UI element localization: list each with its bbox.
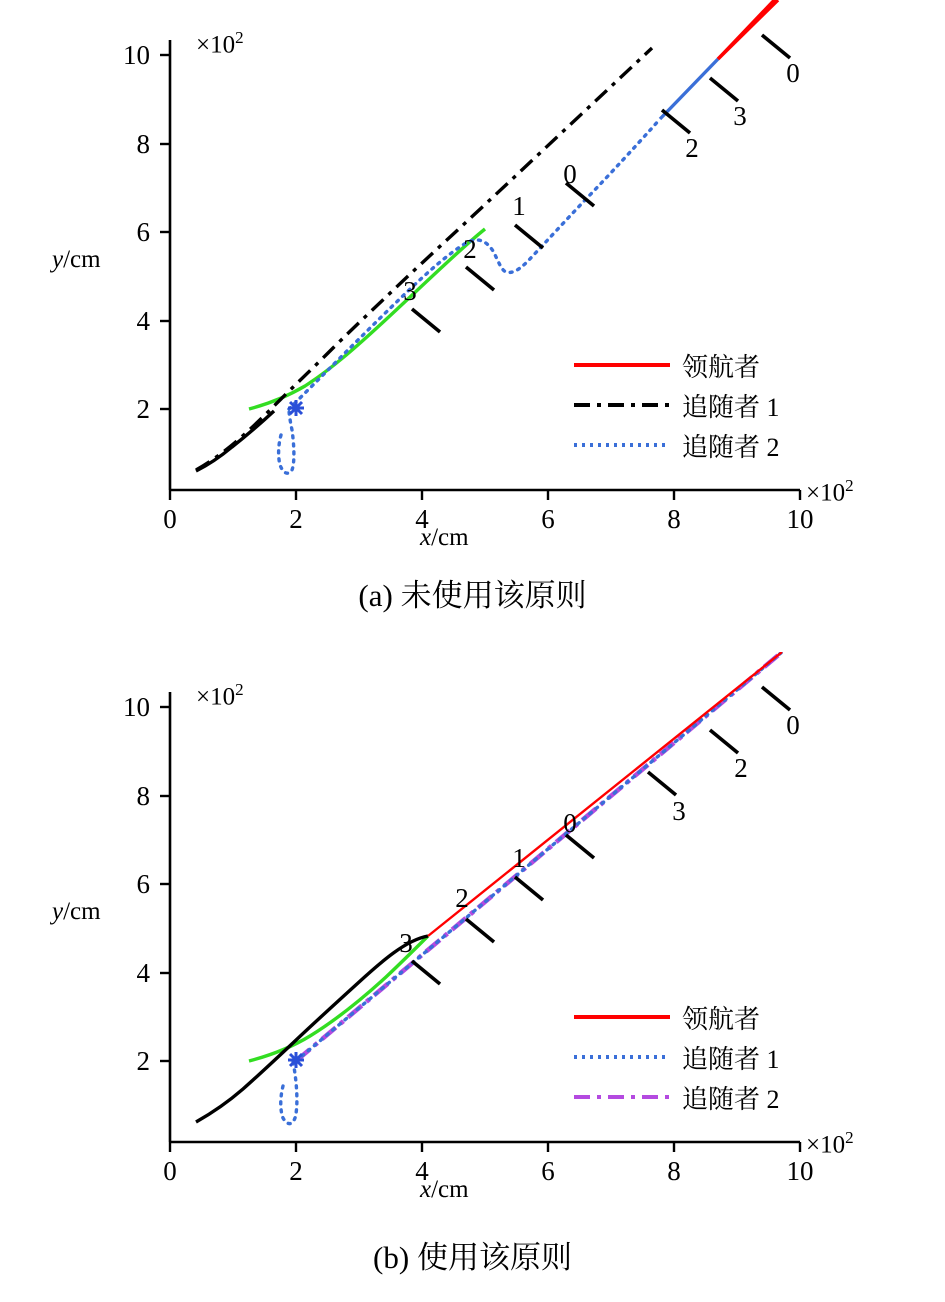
legend-label: 领航者	[682, 1004, 761, 1034]
legend-label: 领航者	[682, 352, 761, 382]
obstacle-label: 2	[685, 133, 699, 163]
obstacle-label: 3	[399, 928, 413, 958]
plot-area-a	[0, 0, 945, 560]
start-marker-b	[288, 1052, 304, 1068]
svg-text:2: 2	[136, 394, 150, 424]
legend-item-follower2	[574, 425, 780, 465]
svg-text:0: 0	[163, 1156, 177, 1186]
plot-svg-b	[0, 652, 945, 1212]
x-axis-label-symbol: x	[420, 524, 432, 551]
legend-item-follower1	[574, 1037, 780, 1077]
legend-item-follower2	[574, 1077, 780, 1117]
plot-area-b	[0, 652, 945, 1212]
y-ticks-b	[160, 707, 170, 1061]
x-tick-labels-a	[163, 504, 813, 534]
obstacle-label: 3	[672, 796, 686, 826]
x-ticks-b	[170, 1142, 800, 1152]
plot-svg-a	[0, 0, 945, 560]
x-axis-label-b	[420, 1176, 469, 1204]
svg-text:6: 6	[136, 217, 150, 247]
y-exponent-text: ×10	[196, 683, 236, 711]
y-axis-label-b	[52, 898, 101, 926]
svg-text:4: 4	[136, 958, 150, 988]
legend-item-follower1	[574, 385, 780, 425]
y-axis-label-a	[52, 246, 101, 274]
y-exponent-sup: 2	[235, 680, 244, 699]
caption-b: (b) 使用该原则	[373, 1240, 572, 1275]
svg-text:0: 0	[163, 504, 177, 534]
svg-text:10: 10	[786, 1156, 814, 1186]
obstacle-label: 2	[463, 234, 477, 264]
obstacle-label: 2	[455, 883, 469, 913]
start-marker-a	[288, 400, 304, 416]
y-axis-label-unit: /cm	[63, 246, 101, 273]
x-ticks-a	[170, 490, 800, 500]
x-axis-label-unit: /cm	[431, 524, 469, 551]
y-exponent-b	[196, 680, 244, 711]
series-leader-b	[428, 652, 782, 936]
y-axis-label-unit: /cm	[63, 898, 101, 925]
svg-text:2: 2	[289, 504, 303, 534]
y-exponent-text: ×10	[196, 31, 236, 59]
caption-a: (a) 未使用该原则	[358, 578, 587, 613]
x-exponent-sup: 2	[845, 1128, 854, 1147]
svg-text:4: 4	[136, 306, 150, 336]
svg-text:6: 6	[136, 869, 150, 899]
series-follower2-a	[279, 409, 294, 473]
obstacle-label: 1	[512, 191, 526, 221]
series-follower2-a-top	[660, 59, 718, 119]
legend-label: 追随者 2	[682, 1084, 780, 1114]
svg-text:10: 10	[123, 40, 150, 70]
y-exponent-a	[196, 28, 244, 59]
y-exponent-sup: 2	[235, 28, 244, 47]
series-black-b	[196, 936, 428, 1122]
obstacle-label: 0	[563, 808, 577, 838]
svg-text:6: 6	[541, 1156, 555, 1186]
obstacle-label: 3	[403, 276, 417, 306]
obstacle-label: 0	[786, 58, 800, 88]
x-axis-label-symbol: x	[420, 1176, 432, 1203]
x-exponent-b	[806, 1128, 854, 1159]
y-tick-labels-a	[123, 40, 151, 424]
y-axis-label-symbol: y	[52, 898, 64, 925]
legend-a	[574, 345, 780, 465]
svg-text:8: 8	[667, 1156, 681, 1186]
svg-text:8: 8	[136, 129, 150, 159]
legend-b	[574, 997, 780, 1117]
y-axis-label-symbol: y	[52, 246, 64, 273]
x-exponent-text: ×10	[806, 1131, 846, 1159]
x-exponent-text: ×10	[806, 479, 846, 507]
chart-panel-b	[0, 652, 945, 1292]
obstacle-marks-b	[412, 687, 790, 984]
obstacle-label: 3	[733, 101, 747, 131]
chart-panel-a	[0, 0, 945, 640]
obstacle-label: 0	[786, 710, 800, 740]
svg-text:8: 8	[136, 781, 150, 811]
obstacle-label: 0	[563, 159, 577, 189]
svg-text:4: 4	[415, 504, 429, 534]
legend-item-leader	[574, 345, 780, 385]
legend-label: 追随者 1	[682, 392, 780, 422]
x-exponent-a	[806, 476, 854, 507]
svg-text:6: 6	[541, 504, 555, 534]
svg-text:10: 10	[123, 692, 150, 722]
x-tick-labels-b	[163, 1156, 813, 1186]
y-ticks-a	[160, 55, 170, 409]
obstacle-label: 1	[512, 843, 526, 873]
x-axis-label-a	[420, 524, 469, 552]
svg-text:8: 8	[667, 504, 681, 534]
svg-text:4: 4	[415, 1156, 429, 1186]
legend-item-leader	[574, 997, 780, 1037]
svg-text:2: 2	[136, 1046, 150, 1076]
legend-label: 追随者 1	[682, 1044, 780, 1074]
x-exponent-sup: 2	[845, 476, 854, 495]
series-follower1-b-loop	[281, 1061, 297, 1124]
series-leader-a-vis	[718, 0, 778, 59]
series-green-a	[249, 229, 485, 409]
svg-text:2: 2	[289, 1156, 303, 1186]
legend-label: 追随者 2	[682, 432, 780, 462]
x-axis-label-unit: /cm	[431, 1176, 469, 1203]
y-tick-labels-b	[123, 692, 151, 1076]
svg-text:10: 10	[786, 504, 814, 534]
obstacle-label: 2	[734, 753, 748, 783]
